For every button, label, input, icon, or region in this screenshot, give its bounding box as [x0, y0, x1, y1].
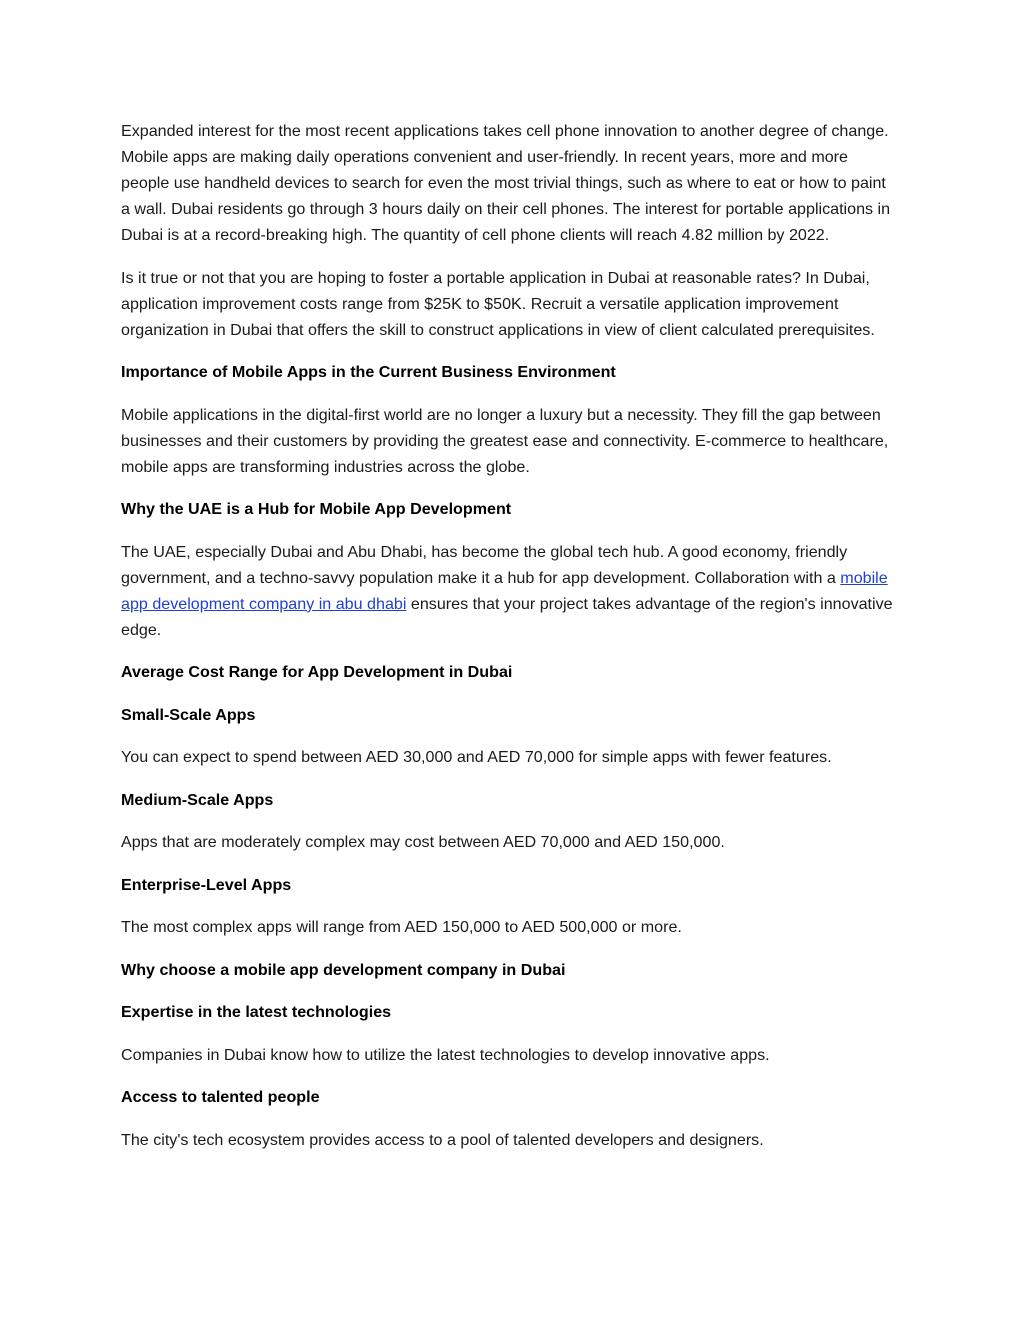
expertise-paragraph: Companies in Dubai know how to utilize the latest technologies to develop innovative apps. — [121, 1045, 770, 1064]
subheading-small-scale: Small-Scale Apps — [121, 705, 256, 724]
importance-paragraph: Mobile applications in the digital-first world are no longer a luxury but a necessity. They fill the gap between businesses and their customers by providing the greatest ease and connectivity. E-commerce to healthcare, mobile apps are transforming industries across the globe. — [121, 405, 889, 476]
small-scale-paragraph: You can expect to spend between AED 30,000 and AED 70,000 for simple apps with fewer features. — [121, 748, 832, 766]
section-heading-average-cost: Average Cost Range for App Development in Dubai — [121, 663, 513, 681]
enterprise-level-paragraph: The most complex apps will range from AED 150,000 to AED 500,000 or more. — [121, 918, 682, 936]
abu-dhabi-company-link[interactable]: mobile app development company in abu dhabi — [121, 568, 888, 613]
uae-hub-paragraph — [121, 539, 896, 643]
section-heading-uae-hub: Why the UAE is a Hub for Mobile App Development — [121, 500, 512, 518]
uae-hub-text-before: The UAE, especially Dubai and Abu Dhabi, has become the global tech hub. A good economy, friendly government, and a techno-savvy population make it a hub for app development. Collaboration with a — [121, 542, 848, 587]
subheading-enterprise-level: Enterprise-Level Apps — [121, 875, 292, 894]
uae-hub-text-after: ensures that your project takes advantage of the region's innovative edge. — [121, 594, 893, 639]
medium-scale-paragraph: Apps that are moderately complex may cost between AED 70,000 and AED 150,000. — [121, 833, 725, 851]
intro-paragraph: Expanded interest for the most recent applications takes cell phone innovation to another degree of change. Mobile apps are making daily operations convenient and user-friendly. In recent years, more and more people use handheld devices to search for even the most trivial things, such as where to eat or how to paint a wall. Dubai residents go through 3 hours daily on their cell phones. The interest for portable applications in Dubai is at a record-breaking high. The quantity of cell phone clients will reach 4.82 million by 2022. — [121, 122, 891, 244]
cost-question-paragraph: Is it true or not that you are hoping to foster a portable application in Dubai at reasonable rates? In Dubai, application improvement costs range from $25K to $50K. Recruit a versatile application improvement organization in Dubai that offers the skill to construct applications in view of client calculated prerequisites. — [121, 268, 875, 339]
subheading-medium-scale: Medium-Scale Apps — [121, 790, 274, 809]
subheading-expertise: Expertise in the latest technologies — [121, 1003, 392, 1021]
subheading-talent: Access to talented people — [121, 1088, 320, 1106]
talent-paragraph: The city's tech ecosystem provides access to a pool of talented developers and designers. — [121, 1130, 764, 1149]
section-heading-importance: Importance of Mobile Apps in the Current Business Environment — [121, 363, 616, 381]
document-page — [121, 118, 896, 1169]
section-heading-why-choose: Why choose a mobile app development company in Dubai — [121, 960, 566, 979]
